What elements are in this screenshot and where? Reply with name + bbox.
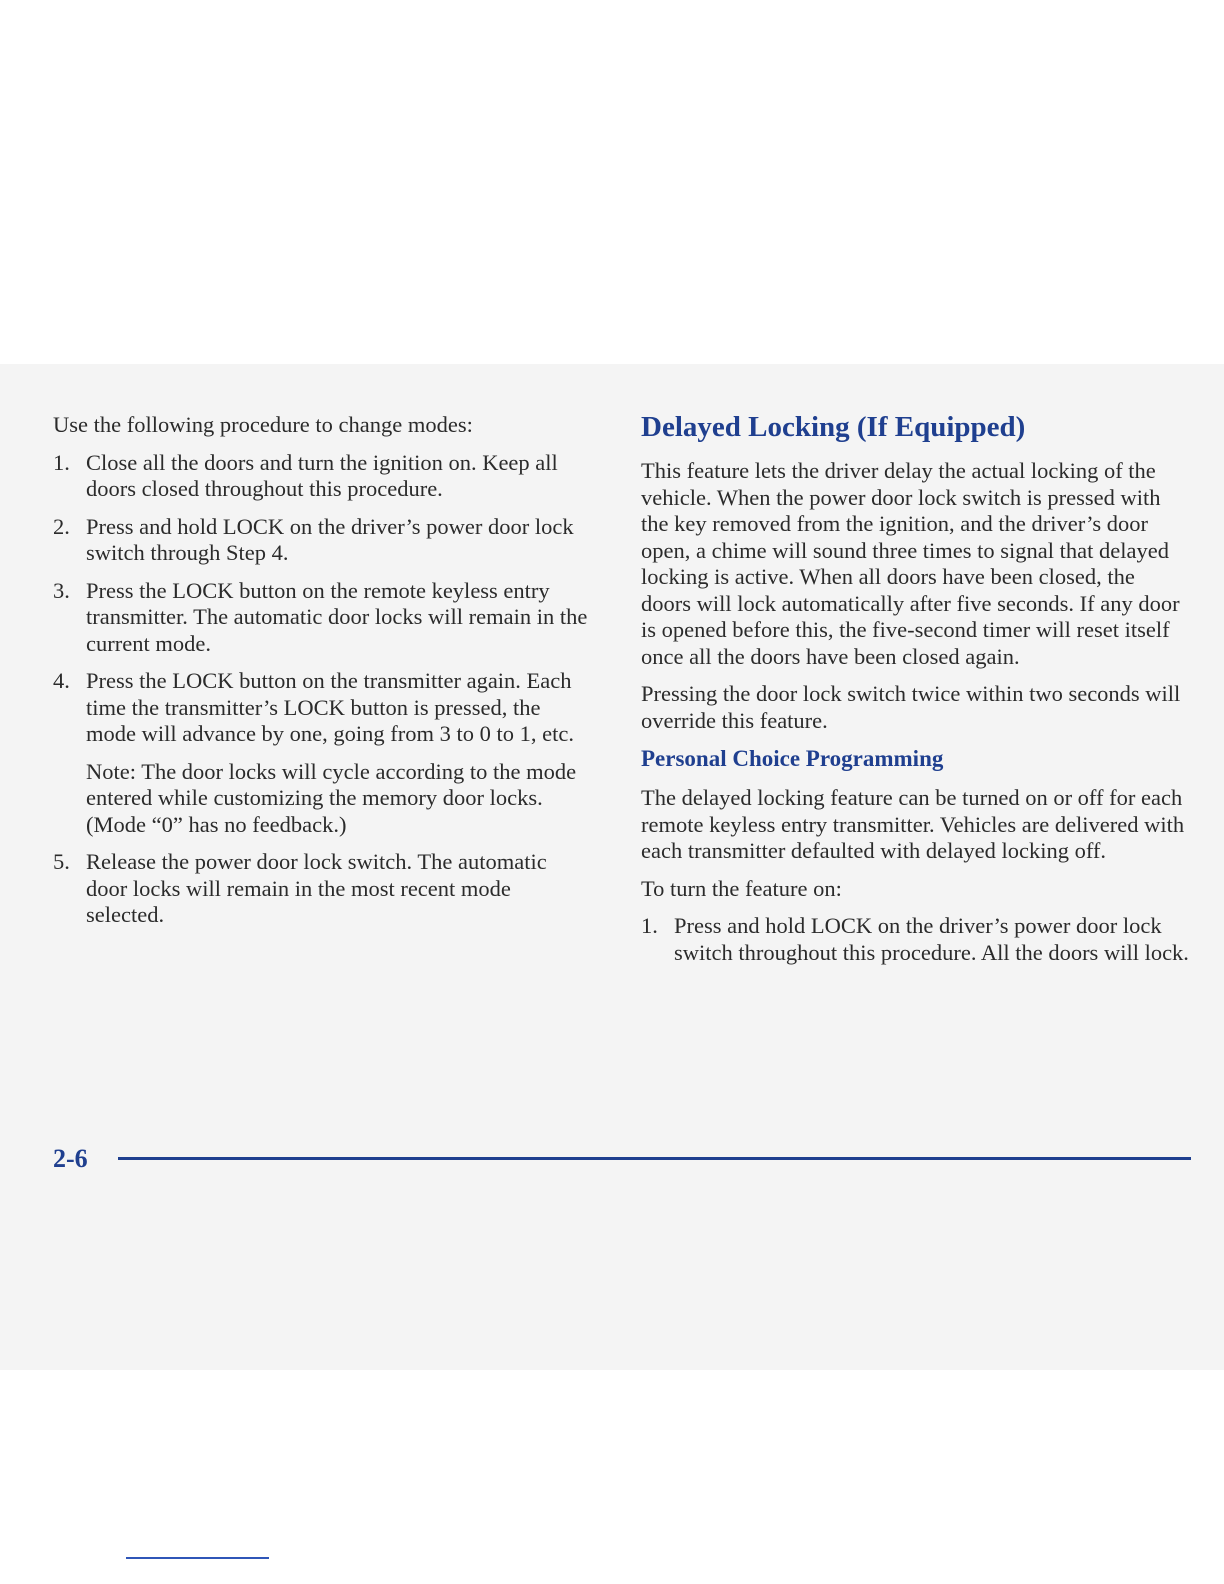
step-text: Press the LOCK button on the transmitter again. Each time the transmitter’s LOCK button is pressed, the mode will advance by one, going from 3 to 0 to 1, etc. bbox=[86, 668, 575, 746]
list-item bbox=[53, 578, 593, 658]
procedure-intro: Use the following procedure to change modes: bbox=[53, 412, 473, 437]
step-number: 5. bbox=[53, 849, 70, 874]
subsection-title: Personal Choice Programming bbox=[641, 746, 944, 771]
programming-paragraph: The delayed locking feature can be turned on or off for each remote keyless entry transmitter. Vehicles are delivered with each transmitter defaulted with delayed locking off. bbox=[641, 785, 1185, 863]
footer-divider bbox=[118, 1157, 1191, 1160]
mode-steps-list bbox=[53, 450, 593, 748]
turn-on-steps-list bbox=[641, 913, 1189, 966]
step-number: 2. bbox=[53, 513, 70, 539]
right-column bbox=[641, 410, 1189, 977]
step-text: Close all the doors and turn the ignition on. Keep all doors closed throughout this procedure. bbox=[86, 449, 558, 501]
left-column bbox=[53, 412, 593, 940]
step-text: Press and hold LOCK on the driver’s power door lock switch throughout this procedure. All the doors will lock. bbox=[674, 913, 1189, 965]
turn-on-intro: To turn the feature on: bbox=[641, 875, 842, 901]
step-text: Press and hold LOCK on the driver’s power door lock switch through Step 4. bbox=[86, 513, 574, 565]
step-number: 1. bbox=[641, 913, 658, 938]
list-item bbox=[53, 514, 593, 567]
step-number: 3. bbox=[53, 577, 70, 603]
step-text: Press the LOCK button on the remote keyless entry transmitter. The automatic door locks will remain in the current mode. bbox=[86, 577, 588, 656]
step-text: Release the power door lock switch. The automatic door locks will remain in the most recent mode selected. bbox=[86, 849, 547, 927]
delayed-locking-description: This feature lets the driver delay the actual locking of the vehicle. When the power door lock switch is pressed with the key removed from the ignition, and the driver’s door open, a chime will sound three times to signal that delayed locking is active. When all doors have been closed, the doors will lock automatically after five seconds. If any door is opened before this, the five-second timer will reset itself once all the doors have been closed again. bbox=[641, 458, 1180, 669]
bottom-divider bbox=[126, 1557, 269, 1559]
cycle-note: Note: The door locks will cycle according to the mode entered while customizing the memory door locks. (Mode “0” has no feedback.) bbox=[86, 758, 577, 837]
list-item bbox=[53, 668, 593, 748]
page-number: 2-6 bbox=[53, 1144, 88, 1173]
list-item bbox=[53, 849, 593, 929]
step-number: 4. bbox=[53, 668, 70, 693]
list-item bbox=[641, 913, 1189, 966]
step-number: 1. bbox=[53, 449, 70, 475]
section-title: Delayed Locking (If Equipped) bbox=[641, 411, 1026, 443]
override-paragraph: Pressing the door lock switch twice within two seconds will override this feature. bbox=[641, 681, 1181, 733]
list-item bbox=[53, 450, 593, 503]
mode-steps-list-continued bbox=[53, 849, 593, 929]
